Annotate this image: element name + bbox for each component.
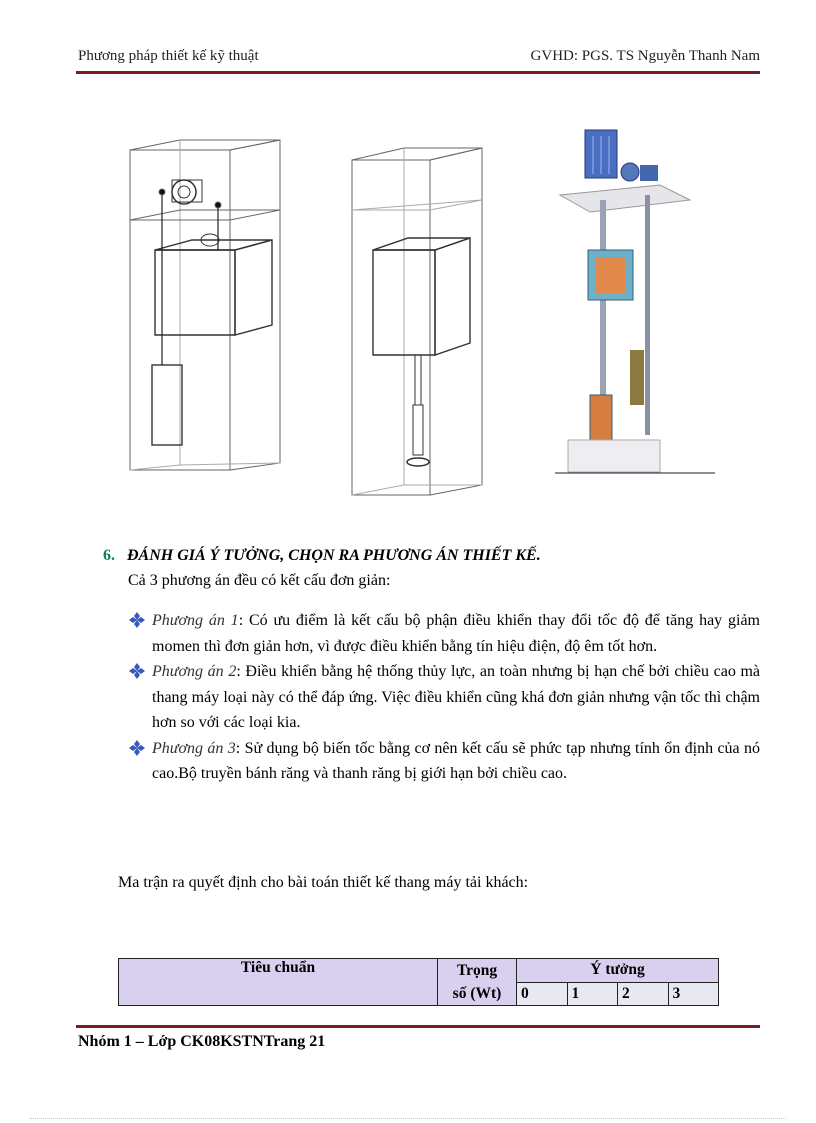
option-label: Phương án 3 (152, 739, 236, 757)
section-heading (103, 547, 541, 565)
idea-col-0: 0 (517, 982, 568, 1006)
section-title: ĐÁNH GIÁ Ý TƯỞNG, CHỌN RA PHƯƠNG ÁN THIẾT KẾ. (127, 547, 541, 564)
option-item-1 (128, 608, 760, 659)
diamond-bullet-icon (128, 611, 146, 629)
page-header (78, 48, 760, 70)
option-text: : Có ưu điểm là kết cấu bộ phận điều khiển thay đổi tốc độ để tăng hay giảm momen thì đơn giản hơn, vì được điều khiển bằng tín hiệu điện, độ êm tốt hơn. (152, 612, 760, 655)
weight-header-line1: Trọng (438, 959, 517, 983)
criteria-header: Tiêu chuẩn (119, 959, 438, 1006)
option-list (128, 608, 760, 787)
diamond-bullet-icon (128, 739, 146, 757)
header-rule (76, 71, 760, 74)
option-item-2 (128, 659, 760, 736)
option-text: : Sử dụng bộ biến tốc bằng cơ nên kết cấu sẽ phức tạp nhưng tính ổn định của nó cao.Bộ truyền bánh răng và thanh răng bị giới hạn bởi chiều cao. (152, 739, 761, 782)
option-text: : Điều khiển bằng hệ thống thủy lực, an toàn nhưng bị hạn chế bởi chiều cao mà thang máy loại này có thể đáp ứng. Việc điều khiển cũng khá đơn giản nhưng vận tốc thì chậm hơn so với các loại kia. (152, 663, 760, 731)
option-label: Phương án 1 (152, 612, 239, 629)
decision-matrix-table (118, 958, 719, 1006)
matrix-title: Ma trận ra quyết định cho bài toán thiết kế thang máy tải khách: (118, 874, 529, 891)
section-number: 6. (103, 547, 115, 564)
idea-col-1: 1 (567, 982, 618, 1006)
option-item-3 (128, 736, 760, 787)
footer-rule (76, 1025, 760, 1028)
ideas-header: Ý tưởng (517, 959, 719, 983)
diamond-bullet-icon (128, 662, 146, 680)
section-intro: Cả 3 phương án đều có kết cấu đơn giản: (128, 572, 391, 589)
idea-col-3: 3 (668, 982, 719, 1006)
elevator-figures (100, 100, 740, 520)
header-left: Phương pháp thiết kế kỹ thuật (78, 48, 259, 64)
page-footer: Nhóm 1 – Lớp CK08KSTNTrang 21 (78, 1033, 326, 1050)
traction-elevator-wireframe (130, 140, 280, 470)
page-edge-divider (30, 1118, 786, 1119)
header-right: GVHD: PGS. TS Nguyễn Thanh Nam (530, 48, 760, 64)
weight-header-line2: số (Wt) (438, 982, 517, 1006)
hydraulic-elevator-wireframe (352, 148, 482, 495)
option-label: Phương án 2 (152, 663, 237, 680)
elevator-3d-model (555, 130, 715, 473)
idea-col-2: 2 (618, 982, 669, 1006)
